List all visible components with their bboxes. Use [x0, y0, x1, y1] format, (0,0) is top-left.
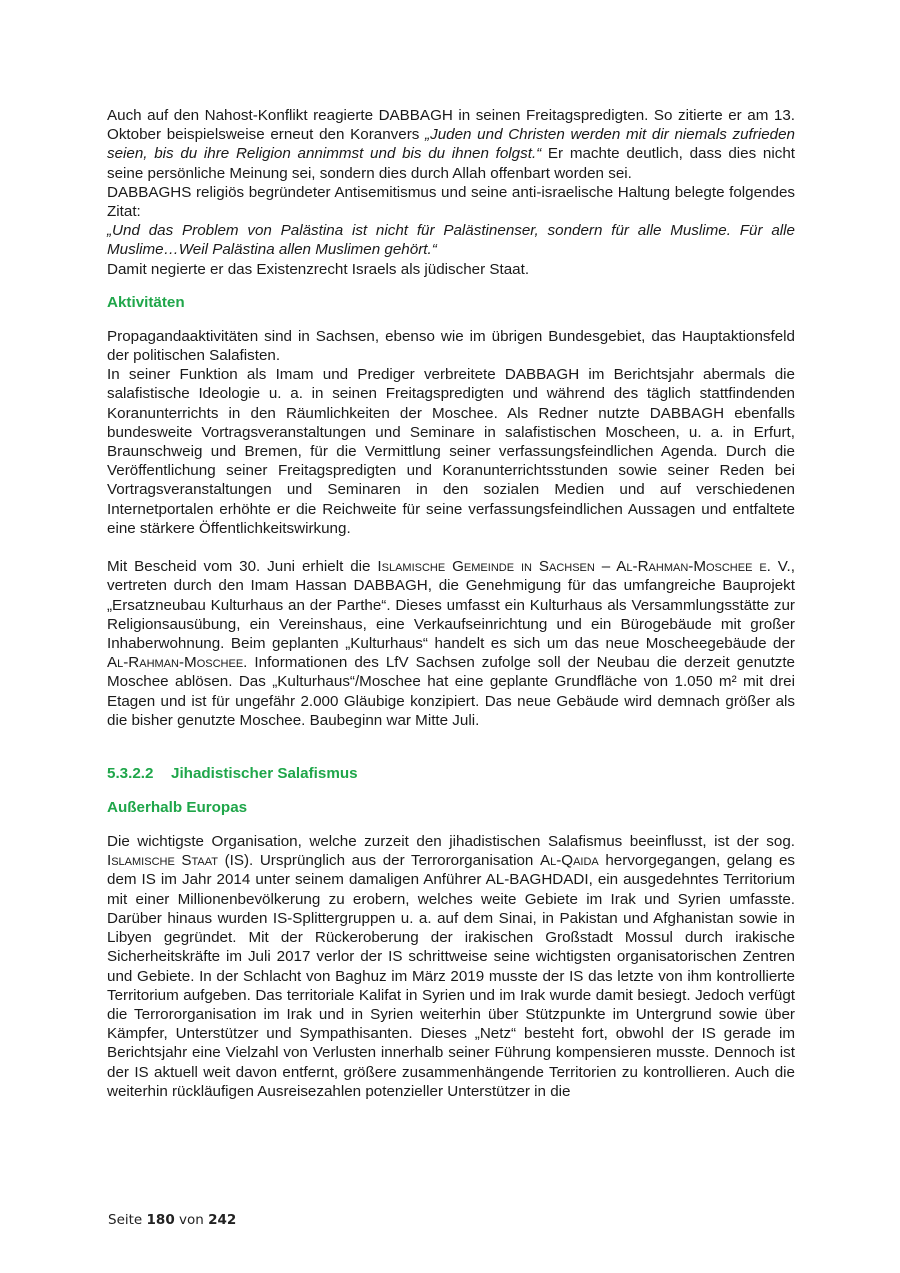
heading-aktivitaeten: Aktivitäten	[107, 293, 185, 311]
org-name: Islamische Gemeinde in Sachsen – Al-Rahman-Moschee e. V.	[377, 558, 791, 576]
paragraph-islamischer-staat: Die wichtigste Organisation, welche zurzeit den jihadistischen Salafismus beeinflusst, ist der sog. Islamische Staat (IS). Ursprünglich aus der Terrororganisation Al-Qaida hervorgegangen, gelang es dem IS im Jahr 2014 unter seinem damaligen Anführer AL-BAGHDADI, ein ausgedehntes Territorium mit einer Millionenbevölkerung zu erobern, welches weite Gebiete im Irak und Syrien umfasste. Darüber hinaus wurden IS-Splittergruppen u. a. auf dem Sinai, in Pakistan und Afghanistan sowie in Libyen gegründet. Mit der Rückeroberung der irakischen Großstadt Mossul durch irakische Sicherheitskräfte im Juli 2017 verlor der IS schrittweise seine wichtigsten organisatorischen Zentren und Gebiete. In der Schlacht von Baghuz im März 2019 musste der IS das letzte von ihm kontrollierte Territorium aufgeben. Das territoriale Kalifat in Syrien und im Irak wurde damit besiegt. Jedoch verfügt die Terrororganisation im Irak und in Syrien weiterhin über Stützpunkte im Untergrund sowie über Kämpfer, Unterstützer und Sympathisanten. Dieses „Netz“ besteht fort, obwohl der IS gerade im Berichtsjahr eine Vielzahl von Verlusten innerhalb seiner Führung kompensieren musste. Dennoch ist der IS aktuell weit davon entfernt, größere zusammenhängende Territorien zu kontrollieren. Auch die weiterhin rückläufigen Ausreisezahlen potenzieller Unterstützer in die	[107, 833, 795, 1100]
section-title: Jihadistischer Salafismus	[171, 765, 358, 783]
page-body	[107, 106, 795, 1101]
org-al-qaida: Al-Qaida	[539, 852, 599, 870]
page-footer: Seite 180 von 242	[108, 1212, 237, 1228]
paragraph-imam: In seiner Funktion als Imam und Prediger verbreitete DABBAGH im Berichtsjahr abermals die salafistische Ideologie u. a. in seinen Freitagspredigten und während des täglich stattfindenden Koranunterrichts in den Räumlichkeiten der Moschee. Als Redner nutzte DABBAGH ebenfalls bundesweite Vortragsveranstaltungen und Seminare in salafistischen Moscheen, u. a. in Erfurt, Braunschweig und Bremen, für die Vermittlung seiner verfassungsfeindlichen Agenda. Durch die Veröffentlichung seiner Freitagspredigten und Koranunterrichtsstunden sowie seiner Reden bei Vortragsveranstaltungen und Seminaren in den sozialen Medien und auf verschiedenen Internetportalen erhöhte er die Reichweite für seine verfassungsfeindlichen Aussagen und entfaltete eine stärkere Öffentlichkeitswirkung.	[107, 366, 795, 537]
koran-quote: „Juden und Christen werden mit dir niemals zufrieden seien, bis du ihre Religion annimmst und bis du ihnen folgst.“	[107, 126, 795, 163]
paragraph-antisemitismus: DABBAGHS religiös begründeter Antisemitismus und seine anti-israelische Haltung belegte folgendes Zitat:	[107, 183, 795, 221]
section-heading	[107, 764, 795, 784]
paragraph-propaganda: Propagandaaktivitäten sind in Sachsen, ebenso wie im übrigen Bundesgebiet, das Hauptaktionsfeld der politischen Salafisten.	[107, 327, 795, 365]
total-page-count: 242	[208, 1212, 237, 1228]
org-is: Islamische Staat	[107, 852, 218, 870]
current-page-number: 180	[146, 1212, 175, 1228]
mosque-name: Al-Rahman-Moschee	[107, 654, 244, 672]
paragraph-nahost: Auch auf den Nahost-Konflikt reagierte DABBAGH in seinen Freitagspredigten. So zitierte er am 13. Oktober beispielsweise erneut den Koranvers „Juden und Christen werden mit dir niemals zufrieden seien, bis du ihre Religion annimmst und bis du ihnen folgst.“ Er machte deutlich, dass dies nicht seine persönliche Meinung sei, sondern dies durch Allah offenbart worden sei.	[107, 107, 795, 182]
section-number: 5.3.2.2	[107, 765, 154, 783]
paragraph-quote: „Und das Problem von Palästina ist nicht für Palästinenser, sondern für alle Muslime. Für alle Muslime…Weil Palästina allen Muslimen gehört.“	[107, 222, 795, 259]
paragraph-bauprojekt: Mit Bescheid vom 30. Juni erhielt die Islamische Gemeinde in Sachsen – Al-Rahman-Moschee e. V., vertreten durch den Imam Hassan DABBAGH, die Genehmigung für das umfangreiche Bauprojekt „Ersatzneubau Kulturhaus an der Parthe“. Dieses umfasst ein Kulturhaus als Versammlungsstätte zur Religionsausübung, ein Vereinshaus, eine Verkaufseinrichtung und ein Bürogebäude mit großer Inhaberwohnung. Beim geplanten „Kulturhaus“ handelt es sich um das neue Moscheegebäude der Al-Rahman-Moschee. Informationen des LfV Sachsen zufolge soll der Neubau die derzeit genutzte Moschee ablösen. Das „Kulturhaus“/Moschee hat eine geplante Grundfläche von 1.050 m² mit drei Etagen und ist für ungefähr 2.000 Gläubige konzipiert. Das neue Gebäude wird demnach größer als die bisher genutzte Moschee. Baubeginn war Mitte Juli.	[107, 558, 795, 729]
heading-ausserhalb-europas: Außerhalb Europas	[107, 799, 248, 817]
paragraph-existenzrecht: Damit negierte er das Existenzrecht Israels als jüdischer Staat.	[107, 260, 530, 278]
